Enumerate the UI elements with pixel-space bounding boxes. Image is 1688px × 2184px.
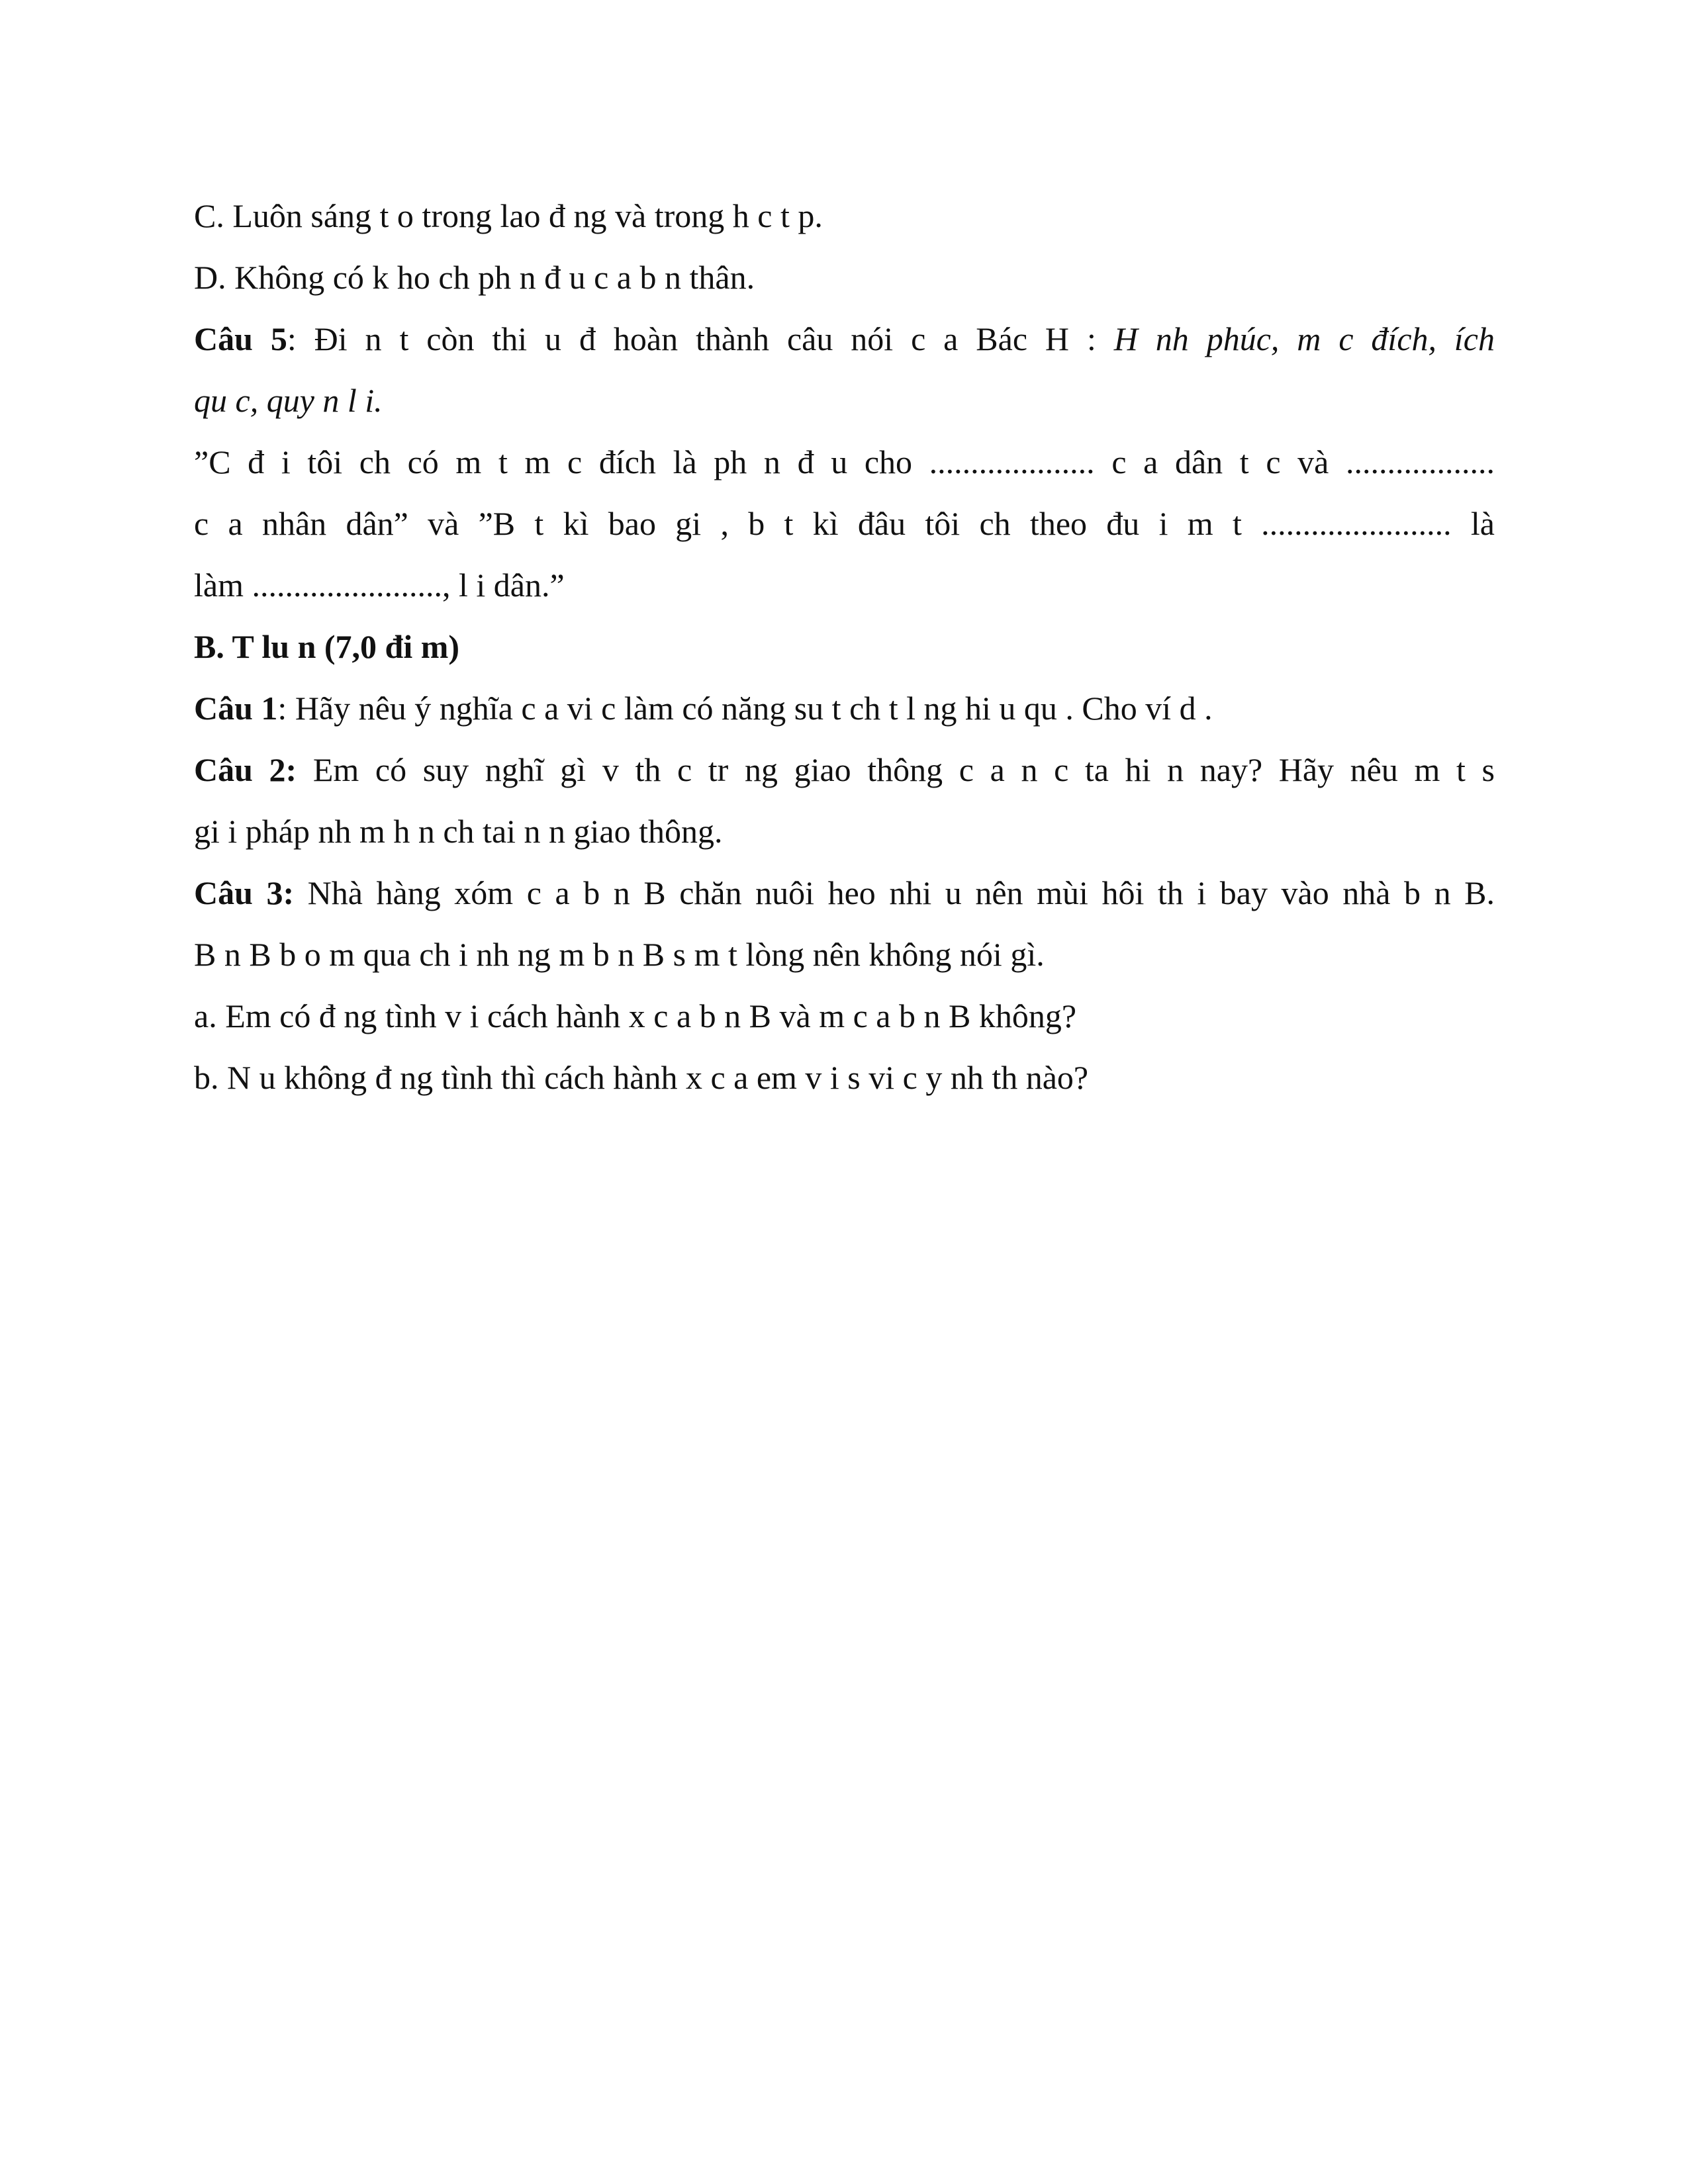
option-c: C. Luôn sáng t o trong lao đ ng và trong h c t p. bbox=[194, 197, 823, 234]
essay-question-2-text: Em có suy nghĩ gì v th c tr ng giao thông c a n c ta hi n nay? Hãy nêu m t s bbox=[297, 751, 1495, 788]
essay-question-1 bbox=[194, 678, 1495, 739]
section-b-heading bbox=[194, 616, 1495, 678]
essay-question-3-text: Nhà hàng xóm c a b n B chăn nuôi heo nhi u nên mùi hôi th i bay vào nhà b n B. bbox=[294, 874, 1495, 911]
question-5-text: : Đi n t còn thi u đ hoàn thành câu nói c a Bác H : bbox=[287, 320, 1096, 357]
question-5-line-2 bbox=[194, 370, 1495, 432]
question-5-hint: H nh phúc, m c đích, ích bbox=[1113, 320, 1495, 357]
essay-question-2-line-2: gi i pháp nh m h n ch tai n n giao thông. bbox=[194, 813, 723, 850]
question-5-hint-cont: qu c, quy n l i. bbox=[194, 382, 383, 419]
quote-line-2: c a nhân dân” và ”B t kì bao gi , b t kì đâu tôi ch theo đu i m t ....................... là bbox=[194, 505, 1495, 542]
section-b-title: B. T lu n (7,0 đi m) bbox=[194, 628, 460, 665]
essay-question-2-line-1 bbox=[194, 739, 1495, 801]
option-d: D. Không có k ho ch ph n đ u c a b n thân. bbox=[194, 259, 755, 296]
essay-question-2-label: Câu 2: bbox=[194, 751, 297, 788]
essay-question-3-part-a: a. Em có đ ng tình v i cách hành x c a b n B và m c a b n B không? bbox=[194, 997, 1077, 1034]
essay-question-3-line-2: B n B b o m qua ch i nh ng m b n B s m t lòng nên không nói gì. bbox=[194, 936, 1045, 973]
essay-question-1-text: : Hãy nêu ý nghĩa c a vi c làm có năng su t ch t l ng hi u qu . Cho ví d . bbox=[277, 690, 1213, 727]
document-body bbox=[194, 185, 1495, 1109]
essay-question-3-label: Câu 3: bbox=[194, 874, 295, 911]
essay-question-3-part-b: b. N u không đ ng tình thì cách hành x c a em v i s vi c y nh th nào? bbox=[194, 1059, 1089, 1096]
essay-question-3-line-1 bbox=[194, 862, 1495, 924]
question-5-label: Câu 5 bbox=[194, 320, 287, 357]
question-5-line-1 bbox=[194, 308, 1495, 370]
quote-line-3: làm ......................., l i dân.” bbox=[194, 567, 565, 604]
essay-question-1-label: Câu 1 bbox=[194, 690, 278, 727]
quote-line-1: ”C đ i tôi ch có m t m c đích là ph n đ u cho .................... c a dân t c và .................. bbox=[194, 443, 1495, 480]
